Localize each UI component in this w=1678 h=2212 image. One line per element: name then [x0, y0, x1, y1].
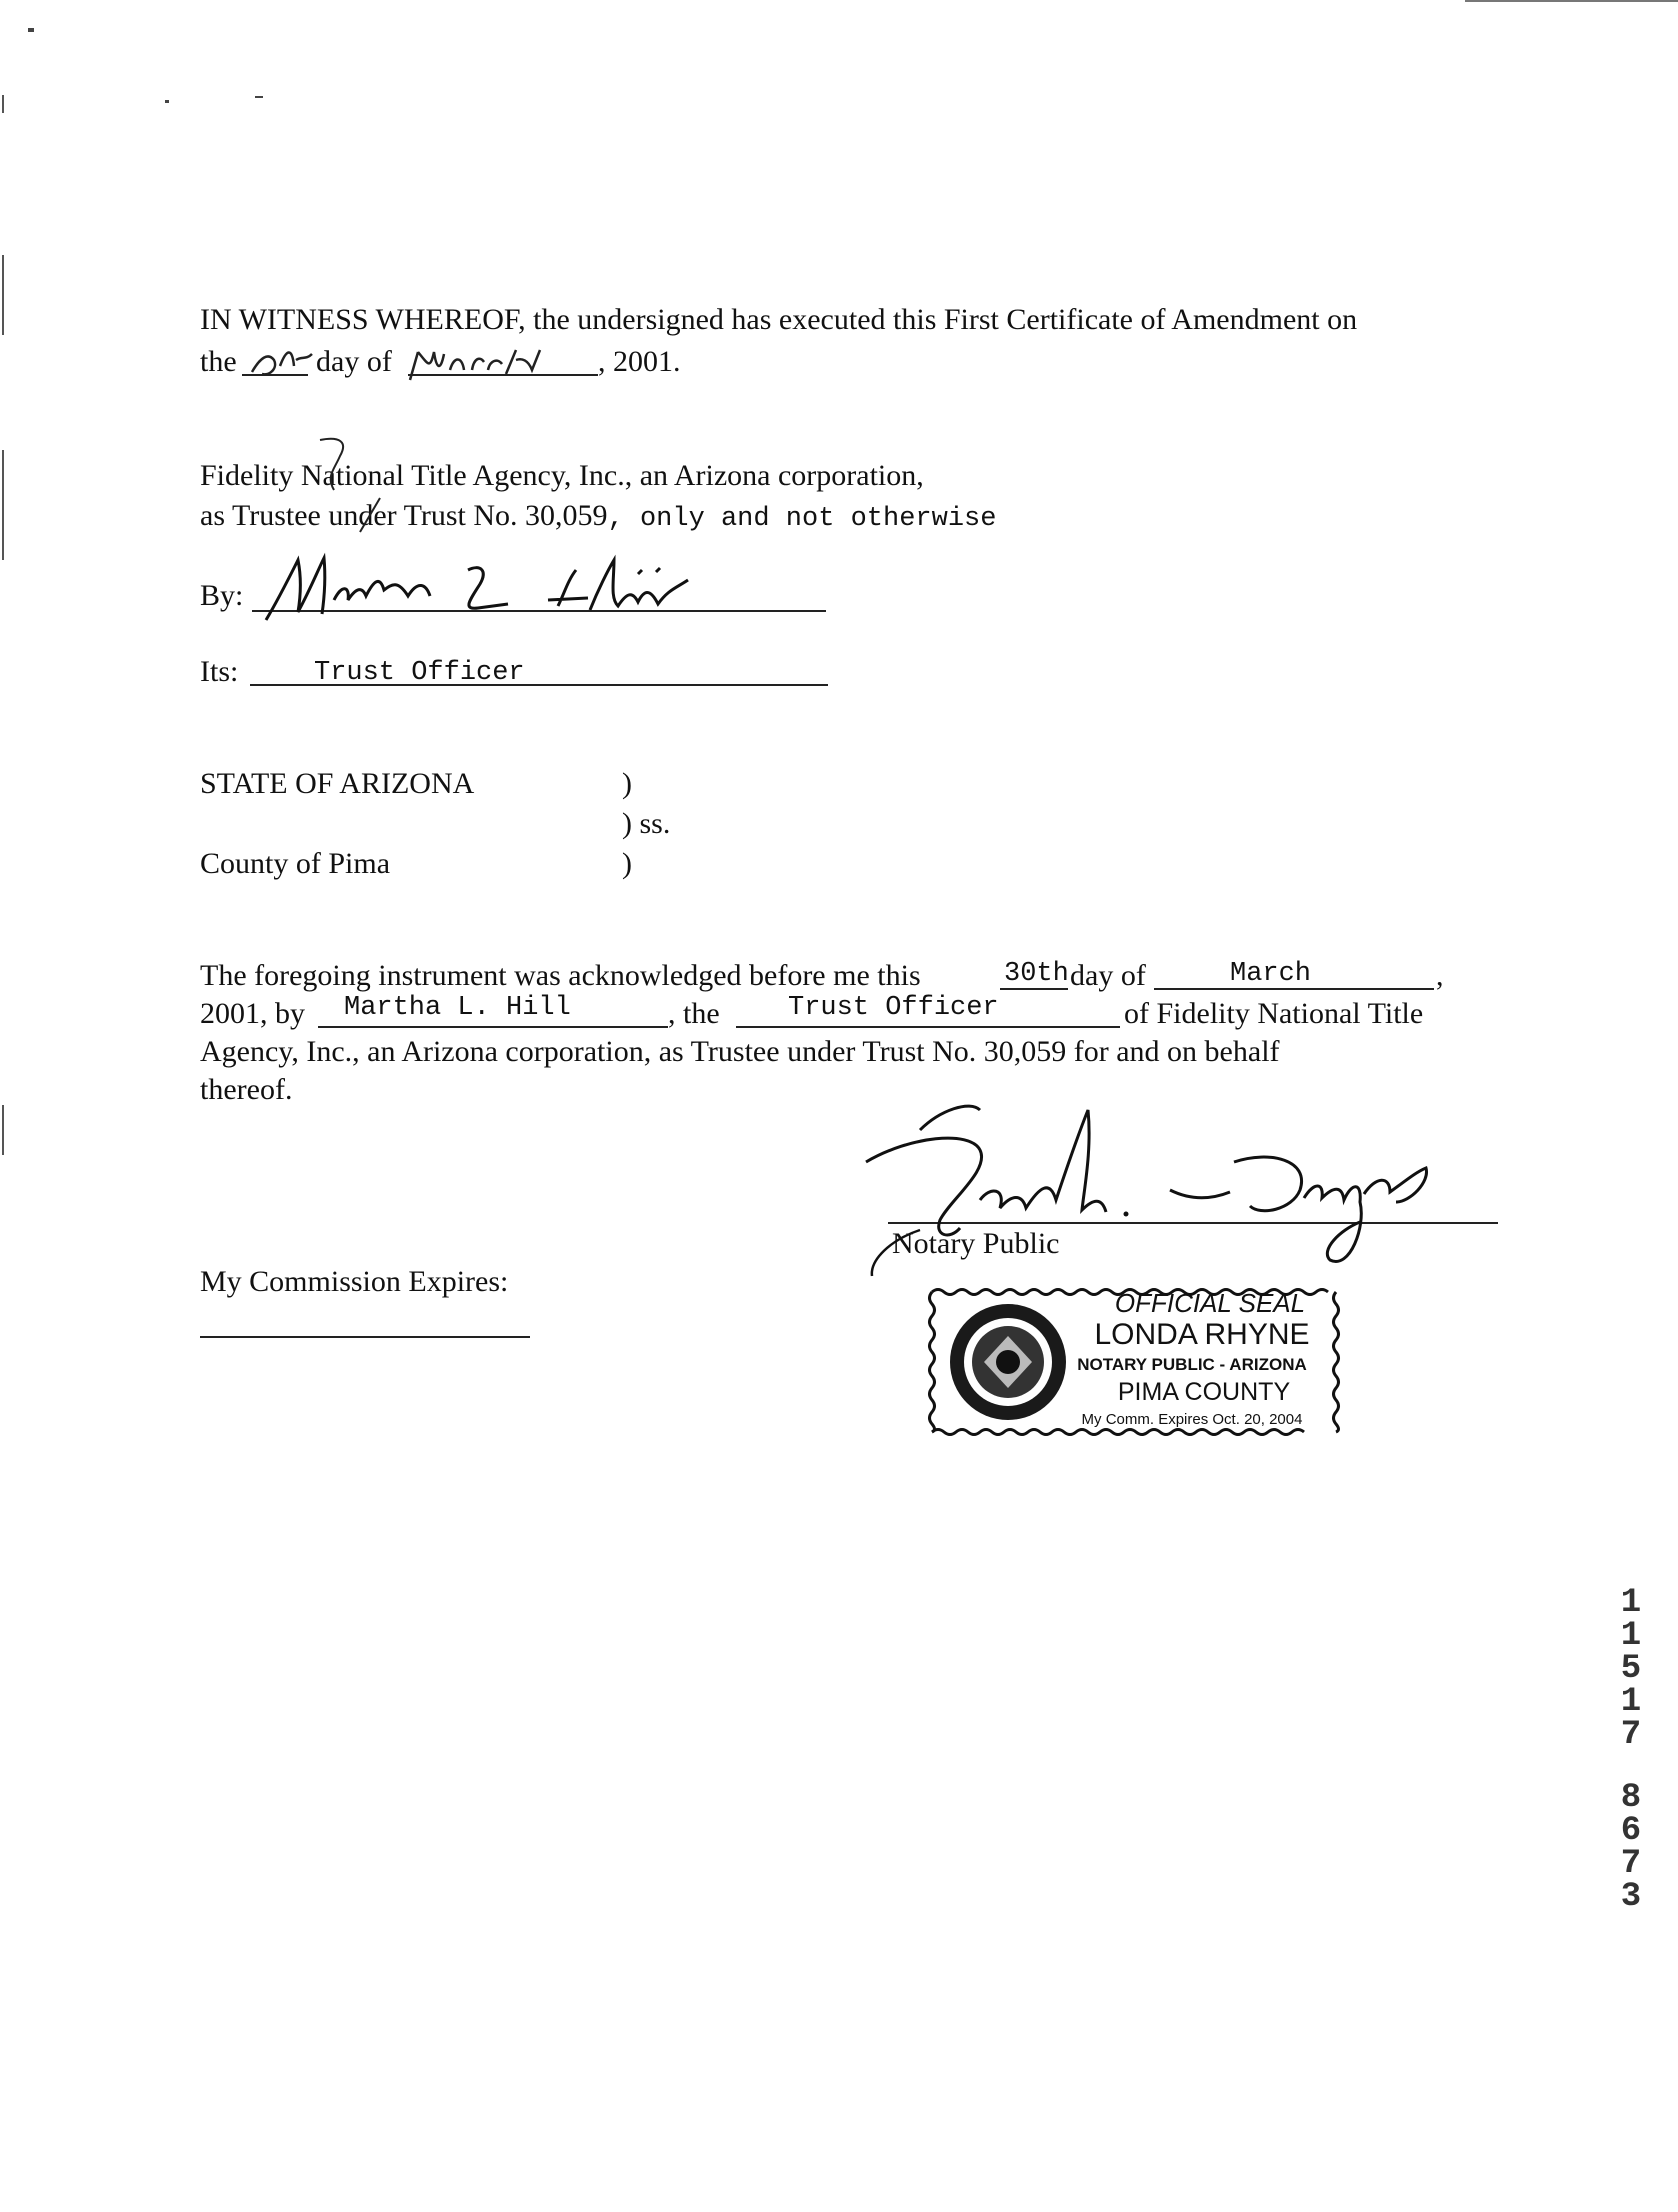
notary-seal	[920, 1272, 1350, 1442]
ack-line-3: Agency, Inc., an Arizona corporation, as Trustee under Trust No. 30,059 for and on behalf	[200, 1035, 1280, 1068]
scan-mark	[28, 28, 34, 32]
ack-title-value: Trust Officer	[788, 993, 999, 1023]
venue-state: STATE OF ARIZONA	[200, 767, 475, 800]
ack-text-1: The foregoing instrument was acknowledged before me this	[200, 959, 921, 992]
ack-line-2	[200, 993, 1500, 1036]
its-label: Its:	[200, 655, 239, 688]
commission-expires-line	[200, 1336, 530, 1338]
seal-line-1: OFFICIAL SEAL	[1114, 1288, 1306, 1318]
venue-paren-1: )	[622, 767, 632, 800]
scan-mark	[255, 96, 263, 98]
ack-text-2: day of	[1070, 959, 1146, 992]
ack-text-6: of Fidelity National Title	[1124, 997, 1424, 1030]
by-label: By:	[200, 579, 244, 612]
ack-title-blank	[736, 1026, 1120, 1028]
venue-paren-3: )	[622, 847, 632, 880]
notary-label: Notary Public	[892, 1227, 1060, 1260]
scan-mark	[2, 450, 4, 560]
recording-number-digit: 1	[1620, 1584, 1642, 1622]
ack-name-value: Martha L. Hill	[344, 993, 571, 1023]
recording-number-digit: 1	[1620, 1683, 1642, 1721]
recording-number-digit: 1	[1620, 1617, 1642, 1655]
recording-number-digit: 7	[1620, 1716, 1642, 1754]
witness-line-1: IN WITNESS WHEREOF, the undersigned has executed this First Certificate of Amendment on	[200, 303, 1358, 336]
ack-month-value: March	[1230, 959, 1312, 989]
scan-mark	[2, 255, 4, 335]
witness-day-of: day of	[316, 345, 392, 378]
recording-number-digit: 6	[1620, 1812, 1642, 1850]
ack-text-5: , the	[668, 997, 720, 1030]
scan-mark	[1465, 0, 1678, 2]
ack-text-4: 2001, by	[200, 997, 305, 1030]
notary-signature	[830, 1090, 1510, 1280]
ack-line-4: thereof.	[200, 1073, 293, 1106]
seal-line-5: My Comm. Expires Oct. 20, 2004	[1081, 1411, 1303, 1428]
venue-county: County of Pima	[200, 847, 391, 880]
witness-the: the	[200, 345, 237, 378]
venue-ss: ) ss.	[622, 807, 671, 840]
ack-name-blank	[318, 1026, 668, 1028]
handwritten-date	[240, 330, 660, 390]
seal-line-2: LONDA RHYNE	[1094, 1318, 1310, 1351]
seal-line-4: PIMA COUNTY	[1117, 1378, 1291, 1406]
trust-officer-signature	[258, 540, 818, 630]
recording-number-digit: 8	[1620, 1779, 1642, 1817]
correction-marks	[300, 436, 420, 546]
commission-expires-label: My Commission Expires:	[200, 1265, 509, 1298]
trustee-typed-addition: , only and not otherwise	[607, 504, 997, 534]
scan-mark	[2, 1105, 4, 1155]
recording-number-digit: 5	[1620, 1650, 1642, 1688]
scan-mark	[2, 95, 4, 113]
recording-number-digit: 3	[1620, 1878, 1642, 1916]
trustee-under-trust: as Trustee under Trust No. 30,059	[200, 499, 608, 532]
witness-year: , 2001.	[598, 345, 681, 378]
seal-line-3: NOTARY PUBLIC - ARIZONA	[1077, 1355, 1307, 1374]
ack-text-3: ,	[1436, 959, 1444, 992]
scan-mark	[165, 100, 169, 103]
its-value: Trust Officer	[314, 658, 525, 688]
ack-day-value: 30th	[1004, 959, 1069, 989]
recording-number-digit: 7	[1620, 1845, 1642, 1883]
trustee-line-1: Fidelity National Title Agency, Inc., an Arizona corporation,	[200, 459, 924, 492]
